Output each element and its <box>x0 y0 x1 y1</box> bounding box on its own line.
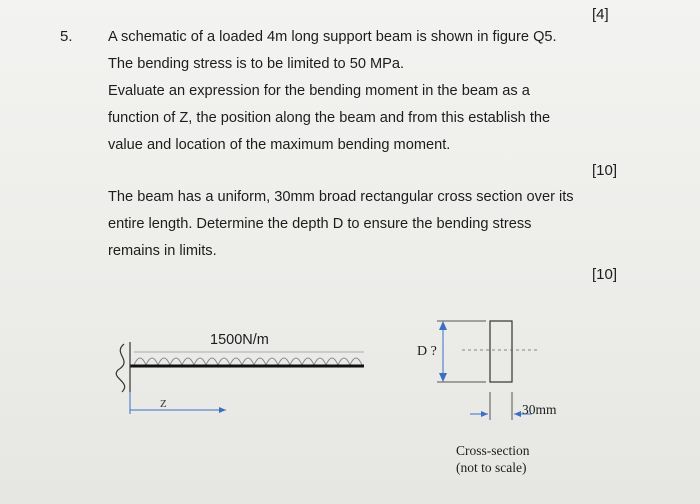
part-b-line: entire length. Determine the depth D to ensure the bending stress <box>108 216 532 232</box>
question-part-a <box>108 24 557 159</box>
part-a-line: function of Z, the position along the beam and from this establish the <box>108 110 551 126</box>
question-part-b <box>108 184 574 265</box>
part-b-line: remains in limits. <box>108 243 217 259</box>
load-label: 1500N/m <box>210 332 269 348</box>
part-b-line: The beam has a uniform, 30mm broad rectangular cross section over its <box>108 189 574 205</box>
distributed-load-loops <box>134 358 362 365</box>
cross-section-rectangle <box>490 321 512 382</box>
part-a-line: Evaluate an expression for the bending moment in the beam as a <box>108 83 530 99</box>
wall-support <box>116 344 124 392</box>
marks-part-b: [10] <box>592 266 618 283</box>
depth-arrow-bottom <box>439 373 447 382</box>
depth-arrow-top <box>439 321 447 330</box>
question-number: 5. <box>60 28 73 45</box>
width-label: 30mm <box>522 402 557 417</box>
marks-top: [4] <box>592 6 609 23</box>
part-a-line: A schematic of a loaded 4m long support beam is shown in figure Q5. <box>108 29 557 45</box>
caption-line-2: (not to scale) <box>456 460 527 475</box>
part-a-line: The bending stress is to be limited to 50 MPa. <box>108 56 405 72</box>
part-a-line: value and location of the maximum bending moment. <box>108 137 451 153</box>
depth-label: D ? <box>417 344 437 359</box>
marks-part-a: [10] <box>592 162 618 179</box>
caption-line-1: Cross-section <box>456 443 530 458</box>
beam-figure <box>0 300 700 504</box>
z-label: Z <box>160 398 167 410</box>
